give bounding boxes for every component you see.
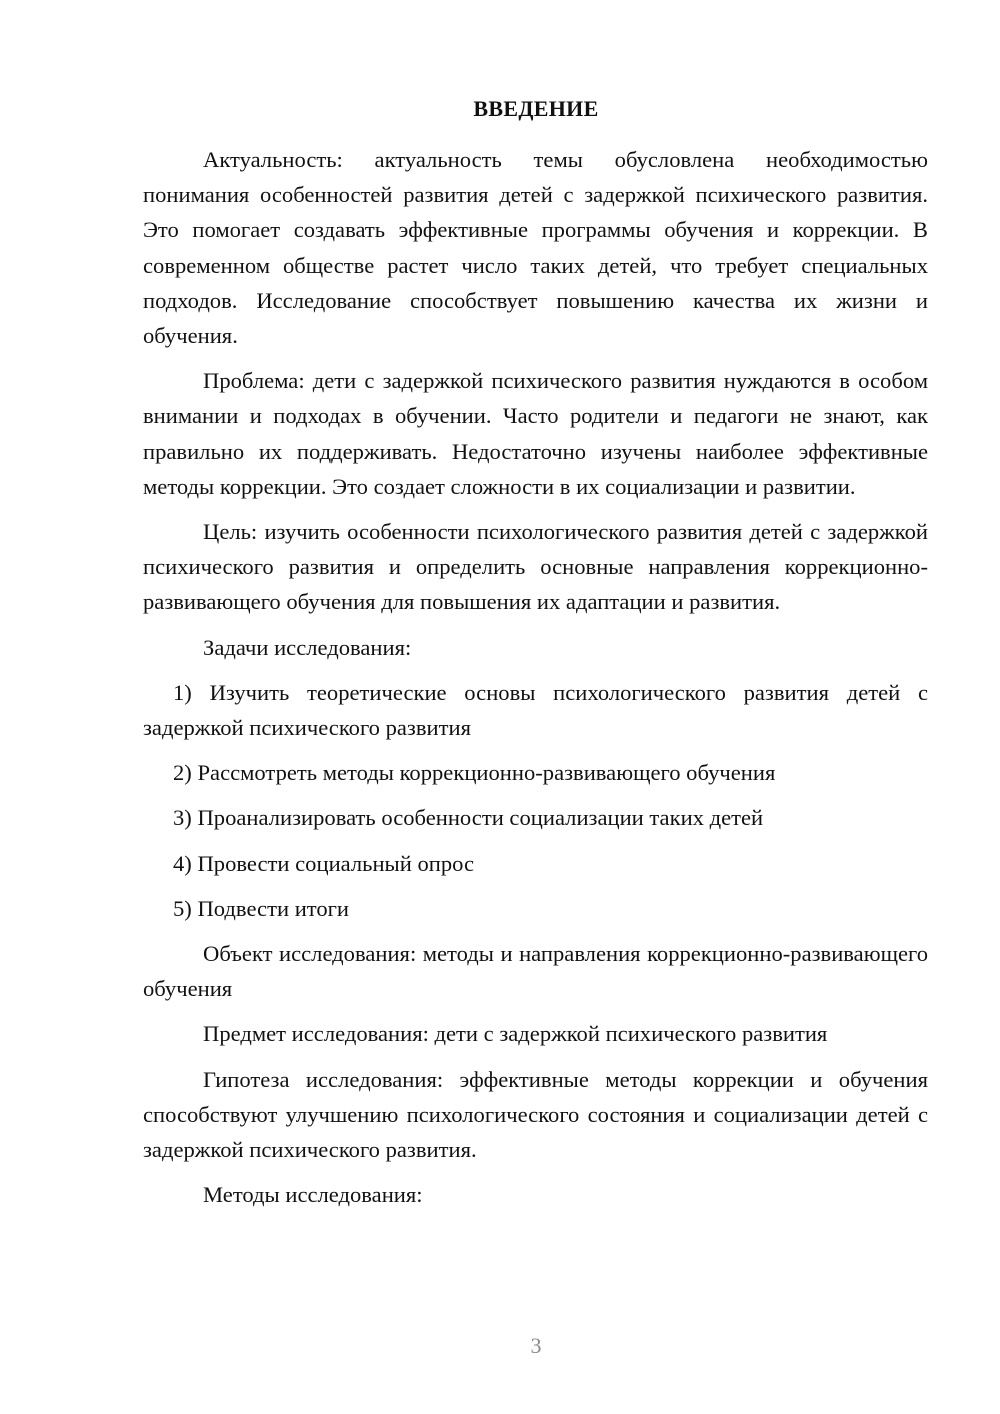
section-title: ВВЕДЕНИЕ [473,96,599,121]
task-item: 5) Подвести итоги [173,895,350,921]
goal-paragraph: Цель: изучить особенности психологического развития детей с задержкой психического развития и определить основные направления коррекционно-развивающего обучения для повышения их адаптации и развития. [143,519,928,615]
object-paragraph: Объект исследования: методы и направления коррекционно-развивающего обучения [143,941,928,1002]
task-item: 4) Провести социальный опрос [173,850,475,876]
methods-heading: Методы исследования: [203,1182,423,1208]
tasks-heading: Задачи исследования: [203,634,412,660]
subject-paragraph: Предмет исследования: дети с задержкой психического развития [203,1021,828,1047]
task-item: 1) Изучить теоретические основы психологического развития детей с задержкой психического развития [143,679,928,741]
hypothesis-paragraph: Гипотеза исследования: эффективные методы коррекции и обучения способствуют улучшению психологического состояния и социализации детей с задержкой психического развития. [143,1066,928,1163]
task-item: 2) Рассмотреть методы коррекционно-развивающего обучения [173,760,776,786]
relevance-paragraph: Актуальность: актуальность темы обусловлена необходимостью понимания особенностей развития детей с задержкой психического развития. Это помогает создавать эффективные программы обучения и коррекции. В современном обществе растет число таких детей, что требует специальных подходов. Исследование способствует повышению качества их жизни и обучения. [143,147,928,349]
task-item: 3) Проанализировать особенности социализации таких детей [173,805,764,831]
page-number: 3 [530,1333,542,1358]
problem-paragraph: Проблема: дети с задержкой психического развития нуждаются в особом внимании и подходах в обучении. Часто родители и педагоги не знают, как правильно их поддерживать. Недостаточно изучены наиболее эффективные методы коррекции. Это создает сложности в их социализации и развитии. [143,368,928,499]
document-body [143,142,928,1212]
